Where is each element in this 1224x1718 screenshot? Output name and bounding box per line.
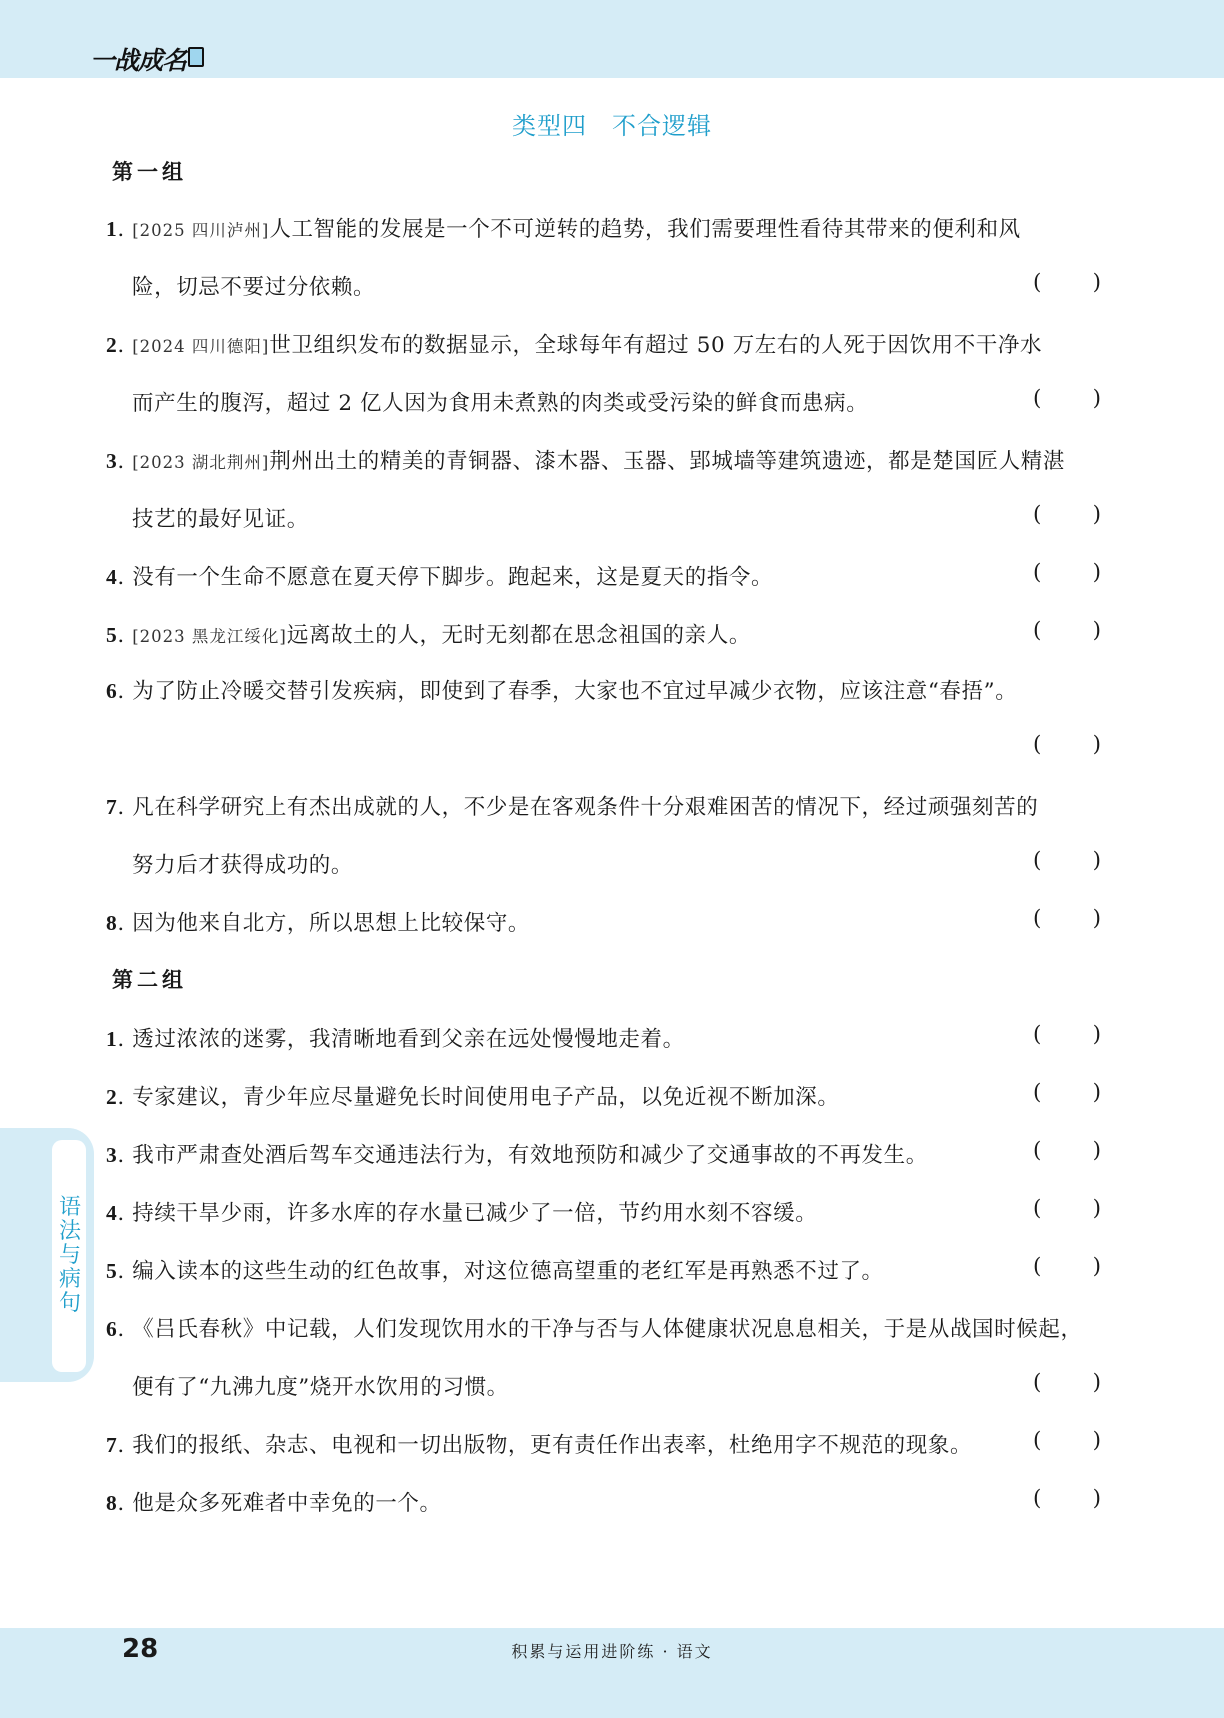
answer-paren-close: ) (1092, 1196, 1101, 1221)
question-number: 2 (106, 333, 118, 357)
question-line (132, 502, 309, 533)
answer-paren-close: ) (1092, 502, 1101, 527)
question-source: [2024 四川德阳] (132, 337, 270, 356)
question-text: 我们的报纸、杂志、电视和一切出版物，更有责任作出表率，杜绝用字不规范的现象。 (132, 1433, 973, 1458)
question-number: 1 (106, 1027, 118, 1051)
question-text: 《吕氏春秋》中记载，人们发现饮用水的干净与否与人体健康状况息息相关，于是从战国时候起， (132, 1317, 1083, 1342)
question-line: 8. 他是众多死难者中幸免的一个。 (106, 1491, 442, 1516)
question-line (132, 386, 868, 417)
answer-blank[interactable] (1033, 906, 1101, 931)
answer-paren-open: ( (1033, 1370, 1042, 1395)
answer-paren-close: ) (1092, 560, 1101, 585)
answer-blank[interactable] (1033, 560, 1101, 585)
answer-paren-open: ( (1033, 1254, 1042, 1279)
question-text: 努力后才获得成功的。 (132, 853, 354, 878)
answer-paren-open: ( (1033, 560, 1042, 585)
answer-blank[interactable] (1033, 848, 1101, 873)
answer-blank[interactable] (1033, 1428, 1101, 1453)
answer-paren-close: ) (1092, 1254, 1101, 1279)
answer-blank[interactable] (1033, 618, 1101, 643)
answer-paren-open: ( (1033, 1080, 1042, 1105)
question-line (132, 1370, 509, 1401)
question-line: 5. 编入读本的这些生动的红色故事，对这位德高望重的老红军是再熟悉不过了。 (106, 1259, 884, 1284)
brand-badge-icon (188, 47, 204, 67)
question-text: 远离故土的人，无时无刻都在思念祖国的亲人。 (286, 623, 751, 648)
answer-paren-close: ) (1092, 618, 1101, 643)
answer-blank[interactable] (1033, 732, 1101, 757)
question-line: 8. 因为他来自北方，所以思想上比较保守。 (106, 911, 531, 936)
answer-blank[interactable] (1033, 1196, 1101, 1221)
question-text: 编入读本的这些生动的红色故事，对这位德高望重的老红军是再熟悉不过了。 (132, 1259, 884, 1284)
answer-paren-close: ) (1092, 386, 1101, 411)
question-text: 世卫组织发布的数据显示，全球每年有超过 50 万左右的人死于因饮用不干净水 (269, 333, 1043, 358)
question-text: 我市严肃查处酒后驾车交通违法行为，有效地预防和减少了交通事故的不再发生。 (132, 1143, 928, 1168)
question-number: 1 (106, 217, 118, 241)
answer-paren-open: ( (1033, 618, 1042, 643)
question-text: 持续干旱少雨，许多水库的存水量已减少了一倍，节约用水刻不容缓。 (132, 1201, 818, 1226)
page-number: 28 (122, 1634, 159, 1664)
question-line: 1. [2025 四川泸州]人工智能的发展是一个不可逆转的趋势，我们需要理性看待其带来的便利和风 (106, 217, 1021, 242)
question-text: 而产生的腹泻，超过 2 亿人因为食用未煮熟的肉类或受污染的鲜食而患病。 (132, 391, 869, 416)
answer-paren-open: ( (1033, 270, 1042, 295)
question-source: [2023 黑龙江绥化] (132, 627, 287, 646)
answer-paren-open: ( (1033, 848, 1042, 873)
question-text: 因为他来自北方，所以思想上比较保守。 (132, 911, 531, 936)
question-number: 2 (106, 1085, 118, 1109)
question-line: 7. 我们的报纸、杂志、电视和一切出版物，更有责任作出表率，杜绝用字不规范的现象。 (106, 1433, 973, 1458)
answer-paren-close: ) (1092, 848, 1101, 873)
question-text: 凡在科学研究上有杰出成就的人，不少是在客观条件十分艰难困苦的情况下，经过顽强刻苦的 (132, 795, 1039, 820)
question-line: 5. [2023 黑龙江绥化]远离故土的人，无时无刻都在思念祖国的亲人。 (106, 623, 751, 648)
answer-paren-close: ) (1092, 1080, 1101, 1105)
answer-paren-close: ) (1092, 732, 1101, 757)
answer-paren-close: ) (1092, 906, 1101, 931)
answer-paren-open: ( (1033, 386, 1042, 411)
question-number: 4 (106, 565, 118, 589)
answer-paren-close: ) (1092, 1022, 1101, 1047)
question-text: 他是众多死难者中幸免的一个。 (132, 1491, 442, 1516)
answer-blank[interactable] (1033, 1370, 1101, 1395)
question-text: 险，切忌不要过分依赖。 (132, 275, 376, 300)
question-number: 6 (106, 1317, 118, 1341)
answer-paren-open: ( (1033, 1138, 1042, 1163)
question-line: 2. [2024 四川德阳]世卫组织发布的数据显示，全球每年有超过 50 万左右的人死于因饮用不干净水 (106, 333, 1043, 358)
answer-blank[interactable] (1033, 386, 1101, 411)
question-source: [2023 湖北荆州] (132, 453, 270, 472)
answer-paren-open: ( (1033, 1196, 1042, 1221)
question-line (132, 270, 375, 301)
question-number: 7 (106, 795, 118, 819)
brand-logo (90, 46, 204, 76)
question-number: 4 (106, 1201, 118, 1225)
answer-paren-open: ( (1033, 732, 1042, 757)
side-tab-label: 语法与病句 (58, 1195, 81, 1316)
question-number: 3 (106, 1143, 118, 1167)
footer-book-title: 积累与运用进阶练 · 语文 (511, 1642, 713, 1661)
answer-paren-close: ) (1092, 1138, 1101, 1163)
question-text: 为了防止冷暖交替引发疾病，即使到了春季，大家也不宜过早减少衣物，应该注意“春捂”。 (132, 679, 1018, 704)
answer-paren-close: ) (1092, 1486, 1101, 1511)
question-text: 技艺的最好见证。 (132, 507, 309, 532)
question-line: 6. 为了防止冷暖交替引发疾病，即使到了春季，大家也不宜过早减少衣物，应该注意“春捂”。 (106, 679, 1018, 704)
question-line: 3. 我市严肃查处酒后驾车交通违法行为，有效地预防和减少了交通事故的不再发生。 (106, 1143, 928, 1168)
question-line: 4. 没有一个生命不愿意在夏天停下脚步。跑起来，这是夏天的指令。 (106, 565, 774, 590)
question-line: 1. 透过浓浓的迷雾，我清晰地看到父亲在远处慢慢地走着。 (106, 1027, 685, 1052)
question-text: 荆州出土的精美的青铜器、漆木器、玉器、郢城墙等建筑遗迹，都是楚国匠人精湛 (269, 449, 1065, 474)
question-source: [2025 四川泸州] (132, 221, 270, 240)
question-number: 5 (106, 623, 118, 647)
answer-blank[interactable] (1033, 1022, 1101, 1047)
brand-text: 一战成名 (90, 46, 187, 75)
answer-blank[interactable] (1033, 270, 1101, 295)
answer-blank[interactable] (1033, 1080, 1101, 1105)
answer-paren-open: ( (1033, 1022, 1042, 1047)
group-title: 第二组 (112, 968, 187, 992)
answer-paren-open: ( (1033, 906, 1042, 931)
question-number: 3 (106, 449, 118, 473)
answer-paren-open: ( (1033, 1428, 1042, 1453)
question-text: 专家建议，青少年应尽量避免长时间使用电子产品，以免近视不断加深。 (132, 1085, 840, 1110)
question-text: 便有了“九沸九度”烧开水饮用的习惯。 (132, 1375, 509, 1400)
question-text: 没有一个生命不愿意在夏天停下脚步。跑起来，这是夏天的指令。 (132, 565, 774, 590)
answer-blank[interactable] (1033, 1254, 1101, 1279)
question-number: 8 (106, 911, 118, 935)
question-line: 2. 专家建议，青少年应尽量避免长时间使用电子产品，以免近视不断加深。 (106, 1085, 840, 1110)
answer-paren-close: ) (1092, 270, 1101, 295)
section-title: 类型四 不合逻辑 (512, 112, 712, 140)
answer-paren-close: ) (1092, 1428, 1101, 1453)
question-number: 5 (106, 1259, 118, 1283)
answer-paren-open: ( (1033, 1486, 1042, 1511)
question-line: 3. [2023 湖北荆州]荆州出土的精美的青铜器、漆木器、玉器、郢城墙等建筑遗迹，都是楚国匠人精湛 (106, 449, 1065, 474)
group-title: 第一组 (112, 160, 187, 184)
question-number: 6 (106, 679, 118, 703)
answer-paren-open: ( (1033, 502, 1042, 527)
question-text: 人工智能的发展是一个不可逆转的趋势，我们需要理性看待其带来的便利和风 (269, 217, 1021, 242)
question-line (132, 848, 353, 879)
question-text: 透过浓浓的迷雾，我清晰地看到父亲在远处慢慢地走着。 (132, 1027, 685, 1052)
question-line: 7. 凡在科学研究上有杰出成就的人，不少是在客观条件十分艰难困苦的情况下，经过顽强刻苦的 (106, 795, 1039, 820)
question-line: 6. 《吕氏春秋》中记载，人们发现饮用水的干净与否与人体健康状况息息相关，于是从战国时候起， (106, 1317, 1083, 1342)
answer-blank[interactable] (1033, 1486, 1101, 1511)
answer-blank[interactable] (1033, 502, 1101, 527)
question-number: 8 (106, 1491, 118, 1515)
answer-blank[interactable] (1033, 1138, 1101, 1163)
question-line: 4. 持续干旱少雨，许多水库的存水量已减少了一倍，节约用水刻不容缓。 (106, 1201, 818, 1226)
answer-paren-close: ) (1092, 1370, 1101, 1395)
question-number: 7 (106, 1433, 118, 1457)
